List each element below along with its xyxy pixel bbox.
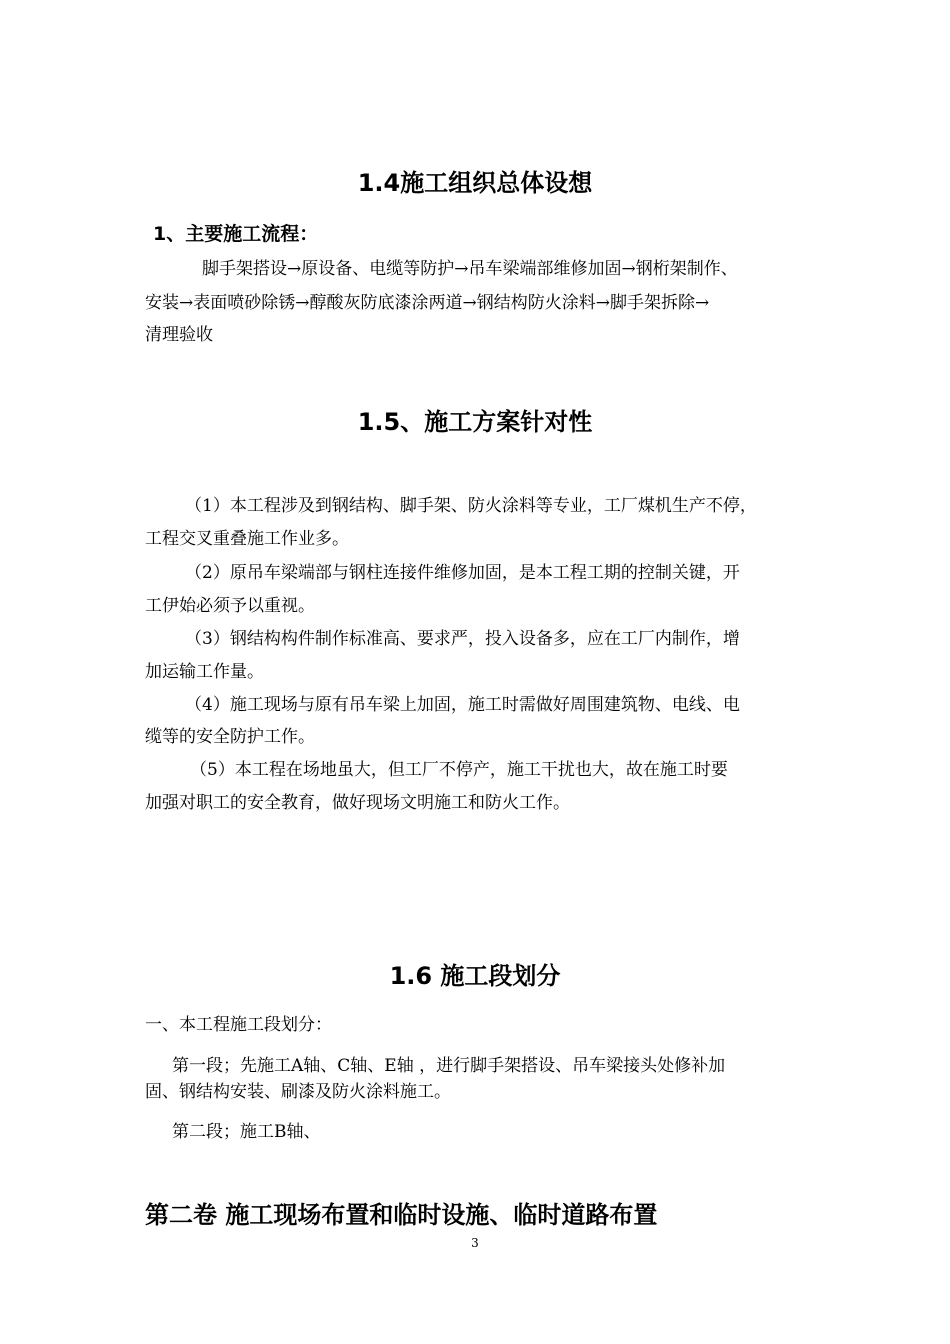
paragraph-line: （1）本工程涉及到钢结构、脚手架、防火涂料等专业，工厂煤机生产不停， xyxy=(185,496,757,516)
paragraph-line: （5）本工程在场地虽大，但工厂不停产，施工干扰也大，故在施工时要 xyxy=(190,760,728,780)
page-number: 3 xyxy=(471,1236,479,1250)
volume-2-title: 第二卷 施工现场布置和临时设施、临时道路布置 xyxy=(145,1200,658,1229)
paragraph-line: 缆等的安全防护工作。 xyxy=(145,727,315,747)
paragraph-line: 第二段；施工B轴、 xyxy=(172,1122,321,1142)
paragraph-line: 安装→表面喷砂除锈→醇酸灰防底漆涂两道→钢结构防火涂料→脚手架拆除→ xyxy=(145,293,710,313)
paragraph-line: 第一段；先施工A轴、C轴、E轴 ，进行脚手架搭设、吊车梁接头处修补加 xyxy=(172,1056,726,1076)
paragraph-line: 脚手架搭设→原设备、电缆等防护→吊车梁端部维修加固→钢桁架制作、 xyxy=(202,259,738,279)
paragraph-line: 清理验收 xyxy=(145,325,213,345)
paragraph-line: （3）钢结构构件制作标准高、要求严，投入设备多，应在工厂内制作，增 xyxy=(185,629,740,649)
section-1-4-title: 1.4施工组织总体设想 xyxy=(357,169,593,197)
section-1-6-title: 1.6 施工段划分 xyxy=(389,962,561,990)
paragraph-line: （4）施工现场与原有吊车梁上加固，施工时需做好周围建筑物、电线、电 xyxy=(185,695,740,715)
paragraph-line: 加强对职工的安全教育，做好现场文明施工和防火工作。 xyxy=(145,793,570,813)
section-1-4-subtitle: 1、主要施工流程： xyxy=(153,223,319,245)
paragraph-line: （2）原吊车梁端部与钢柱连接件维修加固，是本工程工期的控制关键，开 xyxy=(185,563,740,583)
paragraph-line: 工伊始必须予以重视。 xyxy=(145,596,315,616)
paragraph-line: 加运输工作量。 xyxy=(145,662,264,682)
paragraph-line: 固、钢结构安装、刷漆及防火涂料施工。 xyxy=(145,1082,451,1102)
section-1-5-title: 1.5、施工方案针对性 xyxy=(357,408,593,436)
section-1-6-intro: 一、本工程施工段划分： xyxy=(145,1015,332,1035)
paragraph-line: 工程交叉重叠施工作业多。 xyxy=(145,529,349,549)
